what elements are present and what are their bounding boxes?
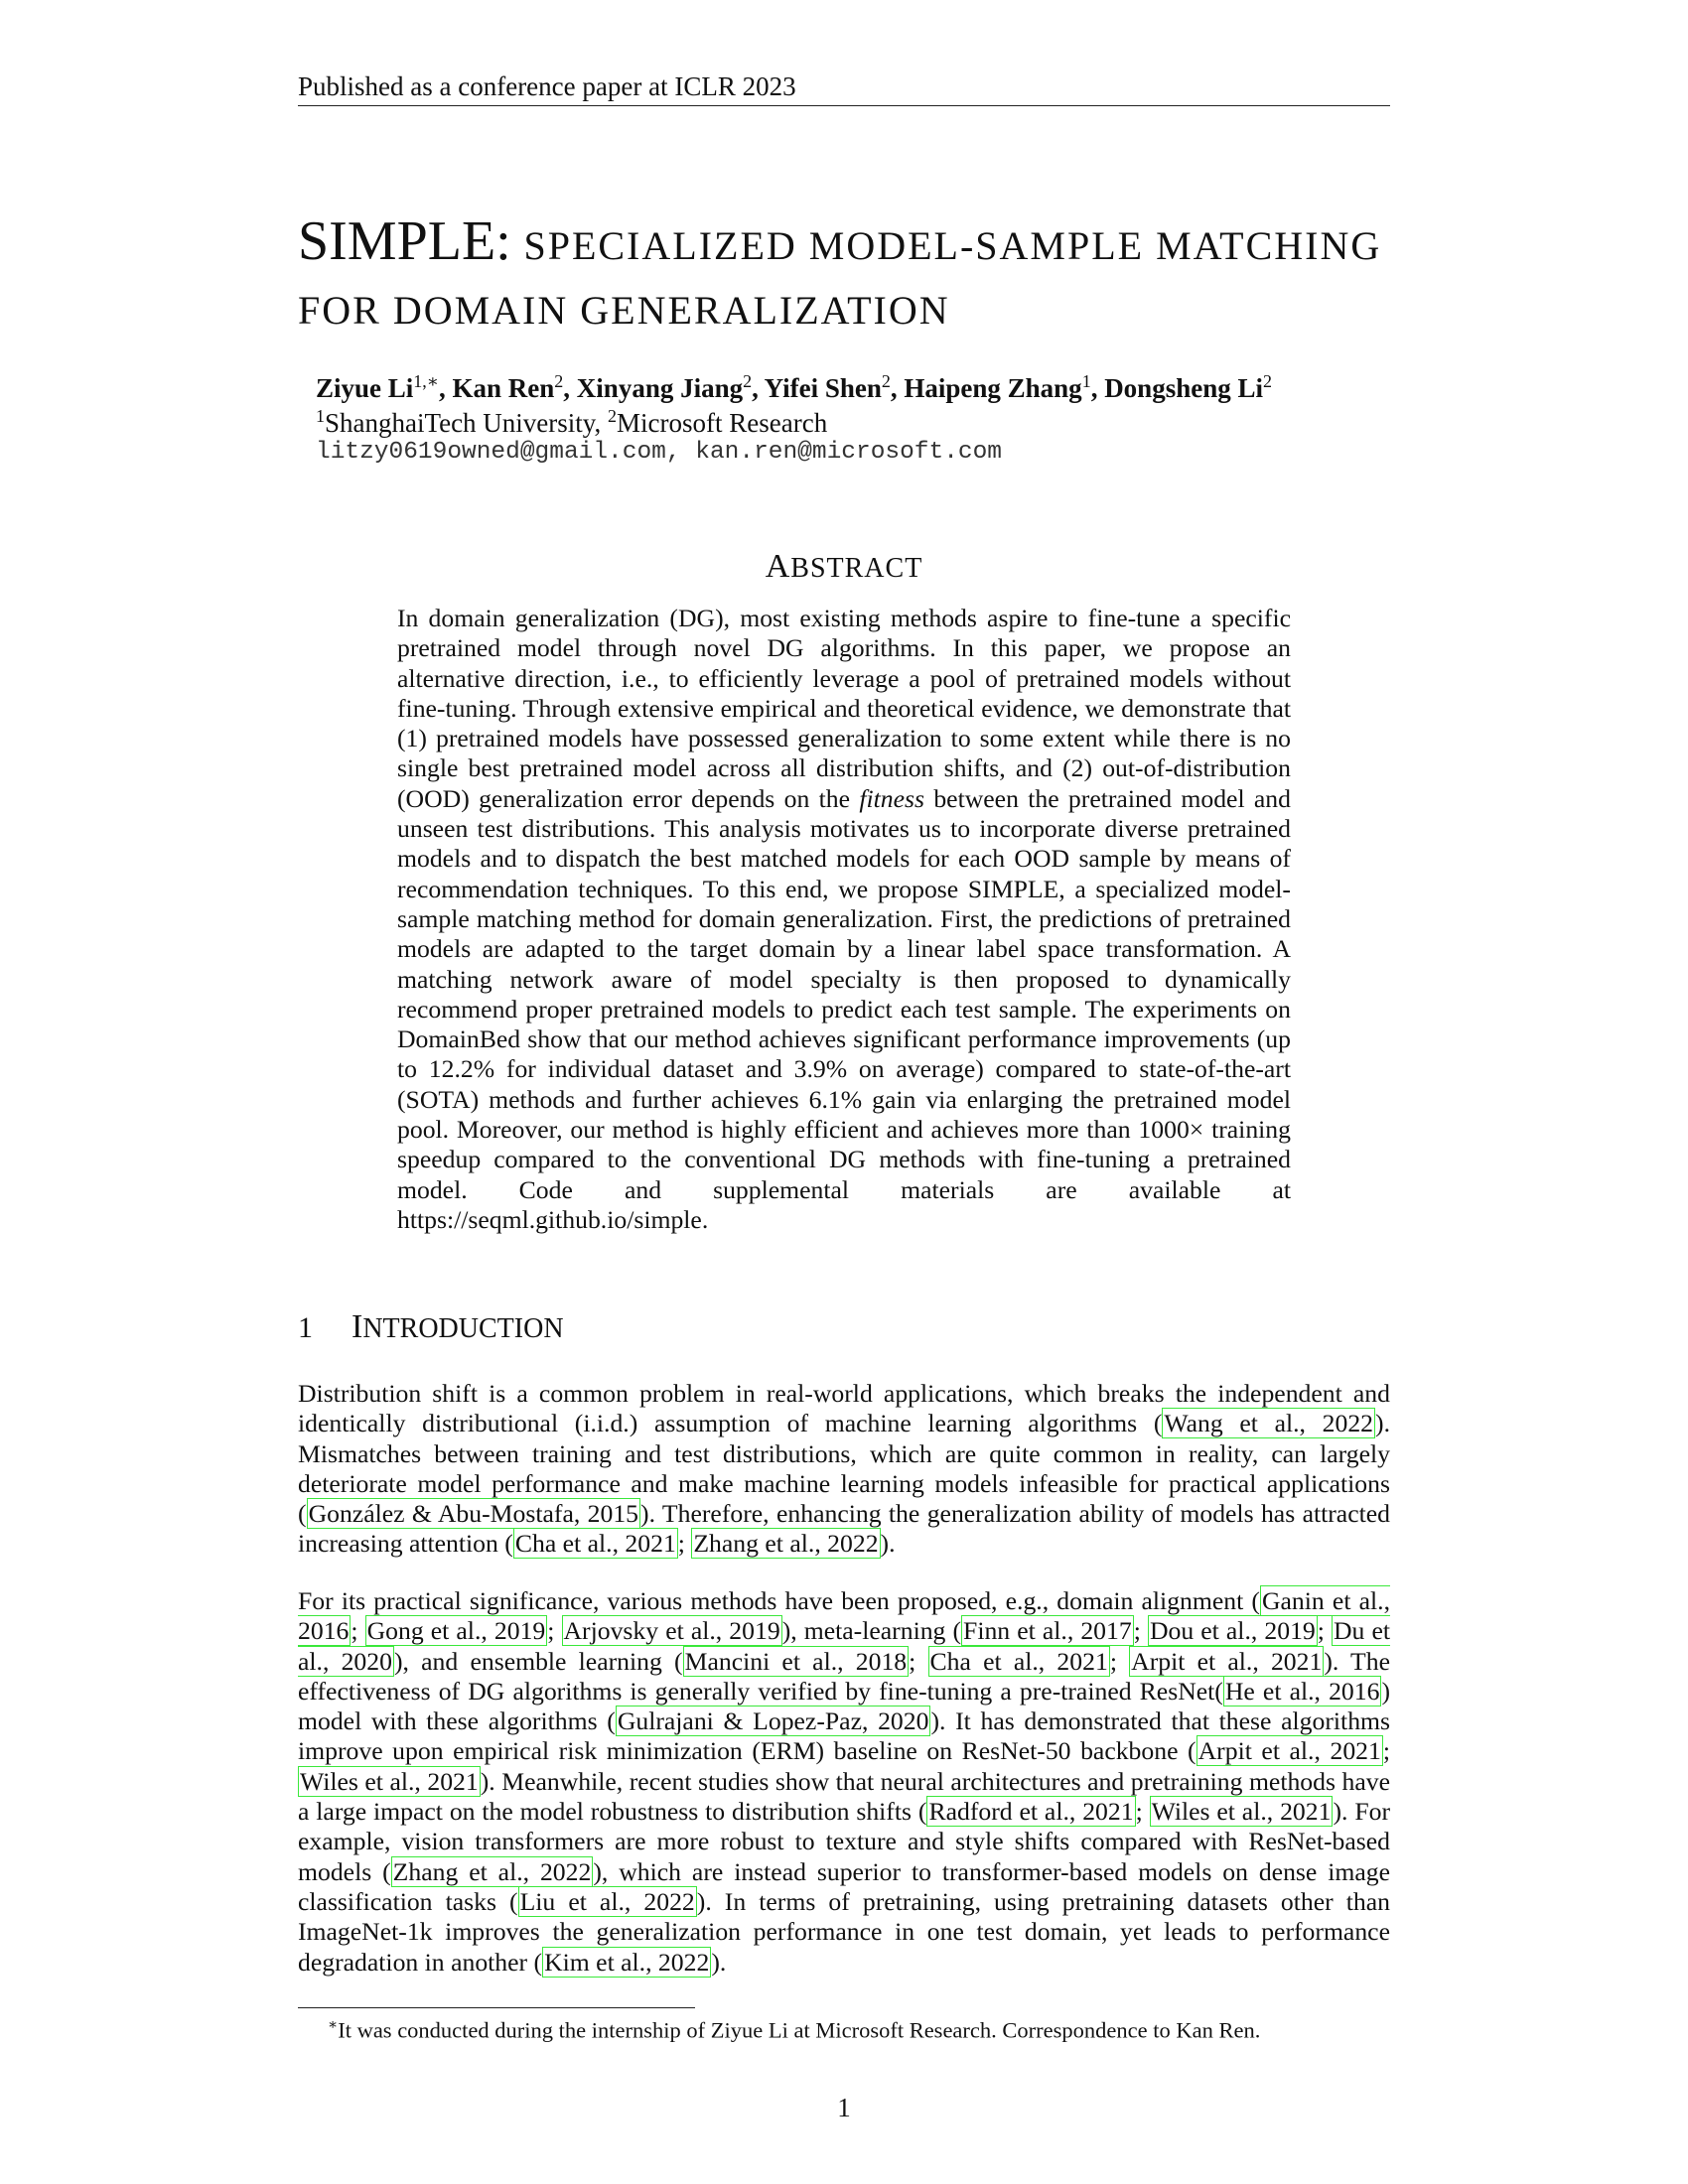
citation-link[interactable]: Wiles et al., 2021 [300,1766,479,1796]
running-head: Published as a conference paper at ICLR 2023 [298,71,796,101]
citation-link[interactable]: Gong et al., 2019 [366,1616,546,1646]
affiliation-name: Microsoft Research [617,408,828,438]
author-name: Dongsheng Li [1104,373,1263,403]
author-name: Haipeng Zhang [904,373,1082,403]
author-list: Ziyue $Li^{1,∗}$, Kan Ren$^2$, Xinyang Jiang$^2$, Yifei Shen$^2$, Haipeng Zhang$^1$, Dongsheng Li$^2$ [316,371,1272,403]
affiliation-mark: 1 [316,406,325,426]
citation-link[interactable]: Cha et al., 2021 [514,1529,676,1559]
citation-link[interactable]: Mancini et al., 2018 [684,1646,908,1676]
citation-link[interactable]: Zhang et al., 2022 [693,1529,879,1559]
author-name: Xinyang Jiang [576,373,744,403]
citation-link[interactable]: Dou et al., 2019 [1149,1616,1316,1646]
footnote-text: It was conducted during the internship of Ziyue Li at Microsoft Research. Correspondence to Kan Ren. [338,2017,1261,2043]
header-rule [298,105,1390,106]
citation-link[interactable]: Radford et al., 2021 [928,1797,1134,1827]
citation-link[interactable]: Zhang et al., 2022 [392,1856,592,1886]
citation-link[interactable]: Cha et al., 2021 [929,1646,1108,1676]
citation-link[interactable]: Liu et al., 2022 [519,1886,695,1916]
footnote [328,2015,1260,2044]
citation-link[interactable]: Arpit et al., 2021 [1197,1736,1381,1766]
title-acronym: SIMPLE: [298,210,511,272]
citation-link[interactable]: Du et al., 2020 [298,1616,1391,1676]
title-line1: SPECIALIZED MODEL-SAMPLE MATCHING [523,223,1382,268]
author-mark: 2 [743,371,753,391]
emphasis-fitness: fitness [859,783,924,813]
author-name: Ziyue Li [316,373,414,403]
citation-link[interactable]: Arpit et al., 2021 [1131,1646,1323,1676]
citation-link[interactable]: He et al., 2016 [1224,1676,1380,1706]
author-name: Kan Ren [452,373,555,403]
author-mark: 1,∗ [413,371,440,391]
citation-link[interactable]: Finn et al., 2017 [963,1616,1132,1646]
author-emails[interactable]: litzy0619owned@gmail.com, kan.ren@microsoft.com [316,439,1003,466]
citation-link[interactable]: Wiles et al., 2021 [1151,1797,1332,1827]
section-heading-introduction: 1 INTRODUCTION [298,1308,564,1345]
footnote-rule [298,2007,695,2008]
citation-link[interactable]: González & Abu-Mostafa, 2015 [308,1499,639,1529]
author-mark: 2 [881,371,891,391]
author-mark: 1 [1081,371,1091,391]
page-number: 1 [837,2093,851,2122]
author-name: Yifei Shen [764,373,882,403]
affiliation-name: ShanghaiTech University, [325,408,602,438]
citation-link[interactable]: Kim et al., 2022 [544,1947,710,1977]
citation-link[interactable]: Gulrajani & Lopez-Paz, 2020 [617,1706,929,1736]
affiliation-mark: 2 [608,406,618,426]
title-line2: FOR DOMAIN GENERALIZATION [298,288,950,333]
abstract-body: In domain generalization (DG), most existing methods aspire to fine-tune a specific pretrained model through novel DG algorithms. In this paper, we propose an alternative direction, i.e., to efficiently leverage a pool of pretrained models without fine-tuning. Through extensive empirical and theoretical evidence, we demonstrate that (1) pretrained models have possessed generalization to some extent while there is no single best pretrained model across all distribution shifts, and (2) out-of-distribution (OOD) generalization error depends on the fitness between the pretrained model and unseen test distributions. This analysis motivates us to incorporate diverse pretrained models and to dispatch the best matched models for each OOD sample by means of recommendation techniques. To this end, we propose SIMPLE, a specialized model-sample matching method for domain generalization. First, the predictions of pretrained models are adapted to the target domain by a linear label space transformation. A matching network aware of model specialty is then proposed to dynamically recommend proper pretrained models to predict each test sample. The experiments on DomainBed show that our method achieves significant performance improvements (up to 12.2% for individual dataset and 3.9% on average) compared to state-of-the-art (SOTA) methods and further achieves 6.1% gain via enlarging the pretrained model pool. Moreover, our method is highly efficient and achieves more than 1000× training speedup compared to the conventional DG methods with fine-tuning a pretrained model. Code and supplemental materials are available at https://seqml.github.io/simple. [397,604,1291,1234]
section-number: 1 [298,1311,313,1344]
intro-paragraph-2: For its practical significance, various methods have been proposed, e.g., domain alignment (Ganin et al., 2016; Gong et al., 2019; Arjovsky et al., 2019), meta-learning (Finn et al., 2017; Dou et al., 2019; Du et al., 2020), and ensemble learning (Mancini et al., 2018; Cha et al., 2021; Arpit et al., 2021). The effectiveness of DG algorithms is generally verified by fine-tuning a pre-trained ResNet(He et al., 2016) model with these algorithms (Gulrajani & Lopez-Paz, 2020). It has demonstrated that these algorithms improve upon empirical risk minimization (ERM) baseline on ResNet-50 backbone (Arpit et al., 2021; Wiles et al., 2021). Meanwhile, recent studies show that neural architectures and pretraining methods have a large impact on the model robustness to distribution shifts (Radford et al., 2021; Wiles et al., 2021). For example, vision transformers are more robust to texture and style shifts compared with ResNet-based models (Zhang et al., 2022), which are instead superior to transformer-based models on dense image classification tasks (Liu et al., 2022). In terms of pretraining, using pretraining datasets other than ImageNet-1k improves the generalization performance in one test domain, yet leads to performance degradation in another (Kim et al., 2022). [298,1586,1391,1977]
affiliations [316,406,827,439]
citation-link[interactable]: Ganin et al., 2016 [298,1586,1390,1646]
author-mark: 2 [1263,371,1272,391]
citation-link[interactable]: Wang et al., 2022 [1164,1409,1374,1438]
footnote-mark: ∗ [328,2017,339,2033]
abstract-heading: ABSTRACT [765,548,923,585]
paper-title [298,210,1400,341]
author-mark: 2 [554,371,564,391]
intro-paragraph-1: Distribution shift is a common problem in real-world applications, which breaks the independent and identically distributional (i.i.d.) assumption of machine learning algorithms (Wang et al., 2022). Mismatches between training and test distributions, which are quite common in reality, can largely deteriorate model performance and make machine learning models infeasible for practical applications (González & Abu-Mostafa, 2015). Therefore, enhancing the generalization ability of models has attracted increasing attention (Cha et al., 2021; Zhang et al., 2022). [298,1379,1390,1559]
citation-link[interactable]: Arjovsky et al., 2019 [563,1616,780,1646]
